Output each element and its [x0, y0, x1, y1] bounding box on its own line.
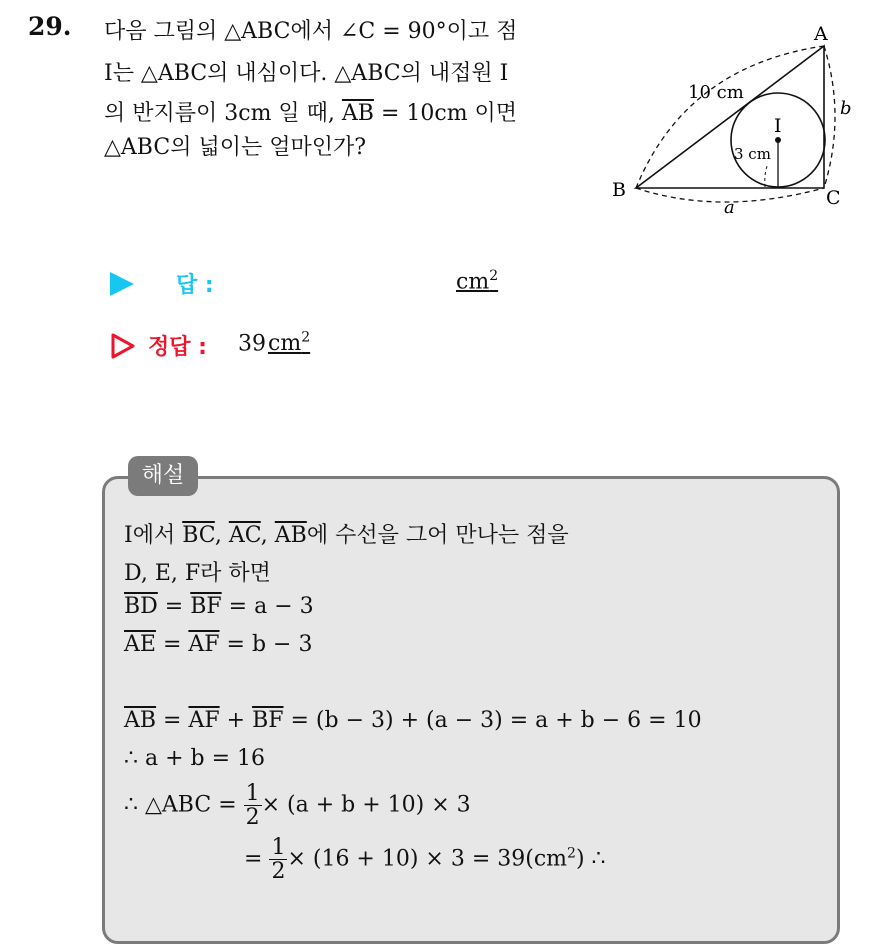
correct-answer-unit-exponent: 2: [301, 330, 311, 346]
segment-ab-sum: $\overline{AB}$: [124, 708, 157, 733]
solution-line-1-end: 에 수선을 그어 만나는 점을: [306, 523, 569, 548]
question-line-1: 다음 그림의 △ABC에서 ∠C = 90°이고 점: [104, 19, 518, 44]
question-line-2: I는 △ABC의 내심이다. △ABC의 내접원 I: [104, 61, 509, 86]
solution-line-4-rhs: b − 3: [251, 632, 313, 657]
segment-bf-sum: $\overline{BF}$: [252, 708, 284, 733]
correct-answer-unit-base: cm: [268, 331, 302, 357]
vertex-a-label: A: [814, 23, 828, 45]
correct-answer-number: 39: [238, 331, 266, 357]
side-a-label: a: [724, 197, 735, 218]
solution-line-3-rhs: a − 3: [254, 594, 314, 619]
fraction-one-half: [244, 782, 262, 829]
radius-marker: [765, 164, 768, 187]
dashed-arc-ac: [824, 46, 835, 188]
answer-unit: [456, 268, 498, 294]
fraction-numerator: 1: [245, 781, 260, 806]
solution-line-2: D, E, F라 하면: [124, 561, 271, 586]
solution-line-8-exponent: 2: [567, 845, 576, 862]
solution-line-6: ∴ a + b = 16: [124, 746, 266, 771]
question-number: 29.: [28, 12, 72, 41]
segment-ab-solution: $\overline{AB}$: [274, 523, 307, 548]
correct-answer-unit: [268, 331, 310, 356]
vertex-c-label: C: [826, 187, 841, 209]
radius-length-label: 3 cm: [734, 145, 771, 163]
vertex-b-label: B: [612, 179, 626, 201]
answer-row: [110, 268, 530, 302]
answer-unit-base: cm: [456, 269, 490, 295]
triangle-abc: [636, 46, 824, 188]
correct-answer-value: [238, 330, 310, 356]
segment-ab: $\overline{AB}$: [341, 101, 374, 126]
segment-ae: $\overline{AE}$: [124, 632, 156, 657]
question-line-3-end: = 10cm 이면: [373, 101, 518, 126]
solution-tag: 해설: [128, 456, 198, 496]
segment-bd: $\overline{BD}$: [124, 594, 158, 619]
solution-line-7-start: ∴ △ABC =: [124, 792, 244, 818]
solution-line-7-end: × (a + b + 10) × 3: [261, 792, 471, 818]
fraction-numerator-2: 1: [271, 835, 286, 860]
incenter-point: [775, 137, 781, 143]
solution-line-5: $\overline{AB} = \overline{AF} + \overline{BF} = (b - 3) + (a - 3) = a + b - 6 = 10$: [124, 708, 702, 733]
segment-bc: $\overline{BC}$: [182, 523, 215, 548]
incenter-label: I: [774, 115, 782, 137]
correct-answer-row: [110, 330, 430, 364]
segment-bf: $\overline{BF}$: [190, 594, 222, 619]
solution-line-7: [124, 782, 471, 829]
segment-af-sum: $\overline{AF}$: [188, 708, 220, 733]
solution-line-5-rhs: (b − 3) + (a − 3) = a + b − 6 = 10: [315, 708, 702, 733]
hypotenuse-length-label: 10 cm: [688, 82, 744, 103]
fraction-denominator-2: 2: [271, 859, 286, 885]
outline-arrow-icon: [110, 333, 136, 359]
segment-ac: $\overline{AC}$: [228, 523, 261, 548]
segment-af: $\overline{AF}$: [188, 632, 220, 657]
question-line-3-start: 의 반지름이 3cm 일 때,: [104, 101, 342, 126]
correct-answer-label: 정답 :: [148, 335, 207, 360]
question-line-3: [104, 96, 517, 127]
fraction-one-half-2: [269, 836, 287, 883]
fraction-denominator: 2: [245, 805, 260, 831]
solution-line-8: = $\frac{1}{2}$ × $(16 + 10) \times 3 = 39(cm^2)$ ∴: [244, 835, 606, 885]
side-b-label: b: [840, 98, 852, 119]
solution-line-1: I에서 $\overline{BC}$, $\overline{AC}$, $\overline{AB}$에 수선을 그어 만나는 점을: [124, 523, 569, 548]
play-arrow-icon: [110, 272, 134, 296]
solution-line-8-end: ) ∴: [575, 846, 606, 872]
solution-line-1-start: I에서: [124, 523, 183, 548]
solution-line-3: $\overline{BD} = \overline{BF} = a - 3$: [124, 594, 314, 619]
question-line-4: △ABC의 넓이는 얼마인가?: [104, 135, 367, 160]
solution-line-4: $\overline{AE} = \overline{AF} = b - 3$: [124, 632, 313, 657]
solution-line-8-mid: × (16 + 10) × 3 = 39(cm: [287, 846, 568, 872]
answer-label: 답 :: [176, 273, 214, 298]
triangle-diagram: [610, 20, 860, 220]
answer-unit-exponent: 2: [489, 268, 499, 284]
